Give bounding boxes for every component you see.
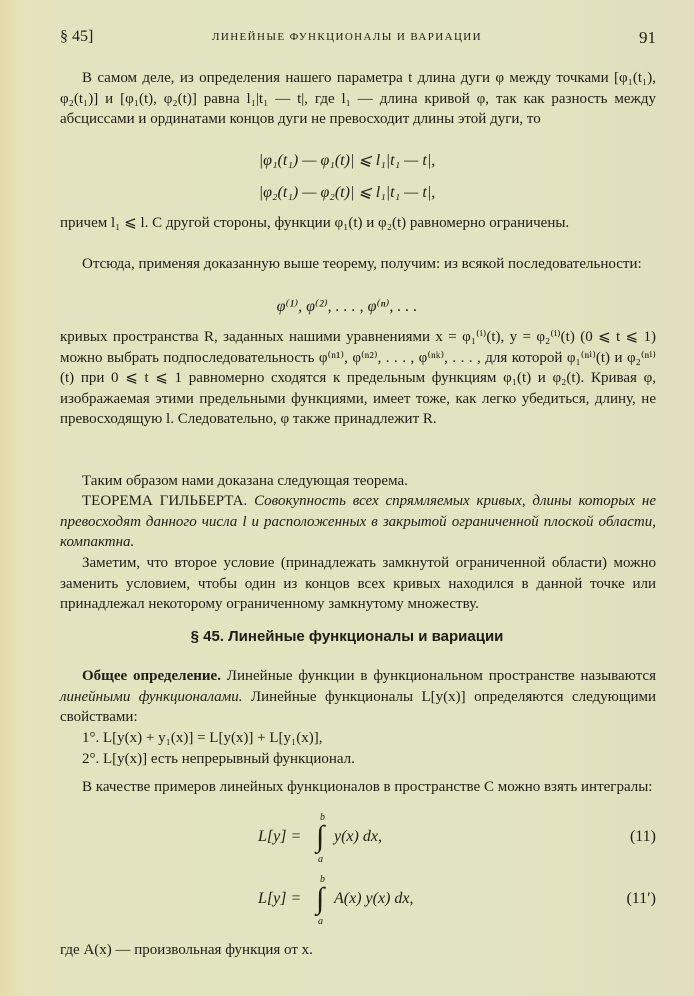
paragraph-bounded: причем l₁ ⩽ l. С другой стороны, функции φ₁(t) и φ₂(t) равномерно ограничены. [60, 215, 570, 231]
property-additivity: 1°. L[y(x) + y₁(x)] = L[y(x)] + L[y₁(x)], [82, 730, 323, 746]
equation-11 [0, 810, 694, 870]
equation-11-prime [0, 872, 694, 932]
theorem-hilbert [60, 491, 656, 553]
theorem-label: ТЕОРЕМА ГИЛЬБЕРТА. [82, 493, 248, 509]
section-heading: § 45. Линейные функционалы и вариации [190, 628, 504, 645]
equation-number-11: (11) [629, 828, 656, 845]
integral-sign-icon: ∫ [316, 882, 325, 915]
eq11-integrand: y(x) dx, [334, 828, 382, 845]
paragraph-definition [60, 666, 656, 728]
eq11-lower-limit: a [318, 854, 323, 865]
paragraph-conclusion: Таким образом нами доказана следующая теорема. [82, 473, 408, 489]
property-continuity: 2°. L[y(x)] есть непрерывный функционал. [82, 751, 355, 767]
running-header [60, 28, 656, 50]
paragraph-remark: Заметим, что второе условие (принадлежать замкнутой ограниченной области) можно заменить условием, чтобы один из концов всех кривых находился в данной точке или принадлежал некоторому ограниченному замкнутому множеству. [60, 555, 656, 612]
header-section-ref: § 45] [60, 28, 94, 45]
inequality-1: |φ₁(t₁) — φ₁(t)| ⩽ l₁|t₁ — t|, [258, 152, 436, 169]
definition-text-2: Линейные функционалы L[y(x)] определяются следующими свойствами: [60, 688, 656, 725]
paragraph-arc-length: В самом деле, из определения нашего параметра t длина дуги φ между точками [φ₁(t₁), φ₂(t₁)] и [φ₁(t), φ₂(t)] равна l₁|t₁ — t|, где l₁ — длина кривой φ, так как разность между абсциссами и ординатами концов дуги не превосходит длины этой дуги, то [60, 70, 656, 127]
eq11p-upper-limit: b [320, 874, 325, 885]
header-running-title: ЛИНЕЙНЫЕ ФУНКЦИОНАЛЫ И ВАРИАЦИИ [212, 31, 482, 43]
eq11p-integrand: A(x) y(x) dx, [334, 890, 414, 907]
eq11-lhs: L[y] = [258, 828, 302, 845]
paragraph-arbitrary-function: где A(x) — произвольная функция от x. [60, 942, 313, 958]
definition-term: линейными функционалами. [60, 688, 243, 705]
page-number: 91 [639, 28, 656, 47]
sequence-formula: φ⁽¹⁾, φ⁽²⁾, . . . , φ⁽ⁿ⁾, . . . [276, 298, 418, 315]
paragraph-examples: В качестве примеров линейных функционалов в пространстве C можно взять интегралы: [82, 779, 653, 795]
definition-label: Общее определение. [82, 668, 221, 684]
integral-sign-icon: ∫ [316, 820, 325, 853]
theorem-statement: Совокупность всех спрямляемых кривых, длины которых не превосходят данного числа l и расположенных в закрытой ограниченной плоской области, компактна. [60, 493, 656, 550]
paragraph-subsequence: кривых пространства R, заданных нашими уравнениями x = φ₁⁽ⁱ⁾(t), y = φ₂⁽ⁱ⁾(t) (0 ⩽ t ⩽ 1) можно выбрать подпоследовательность φ⁽ⁿ¹⁾, φ⁽ⁿ²⁾, . . . , φ⁽ⁿᵏ⁾, . . . , для которой φ₁⁽ⁿⁱ⁾(t) и φ₂⁽ⁿⁱ⁾(t) при 0 ⩽ t ⩽ 1 равномерно сходятся к предельным функциям φ₁(t) и φ₂(t). Кривая φ, изображаемая этими предельными функциями, имеет тоже, как легко убедиться, длину, не превосходящую l. Следовательно, φ также принадлежит R. [60, 329, 656, 427]
eq11p-lower-limit: a [318, 916, 323, 927]
equation-number-11-prime: (11′) [626, 890, 656, 907]
eq11-upper-limit: b [320, 812, 325, 823]
paragraph-apply-theorem: Отсюда, применяя доказанную выше теорему, получим: из всякой последовательности: [82, 256, 642, 272]
inequality-2: |φ₂(t₁) — φ₂(t)| ⩽ l₁|t₁ — t|, [258, 184, 436, 201]
eq11p-lhs: L[y] = [258, 890, 302, 907]
definition-text: Линейные функции в функциональном пространстве называются [226, 668, 656, 684]
